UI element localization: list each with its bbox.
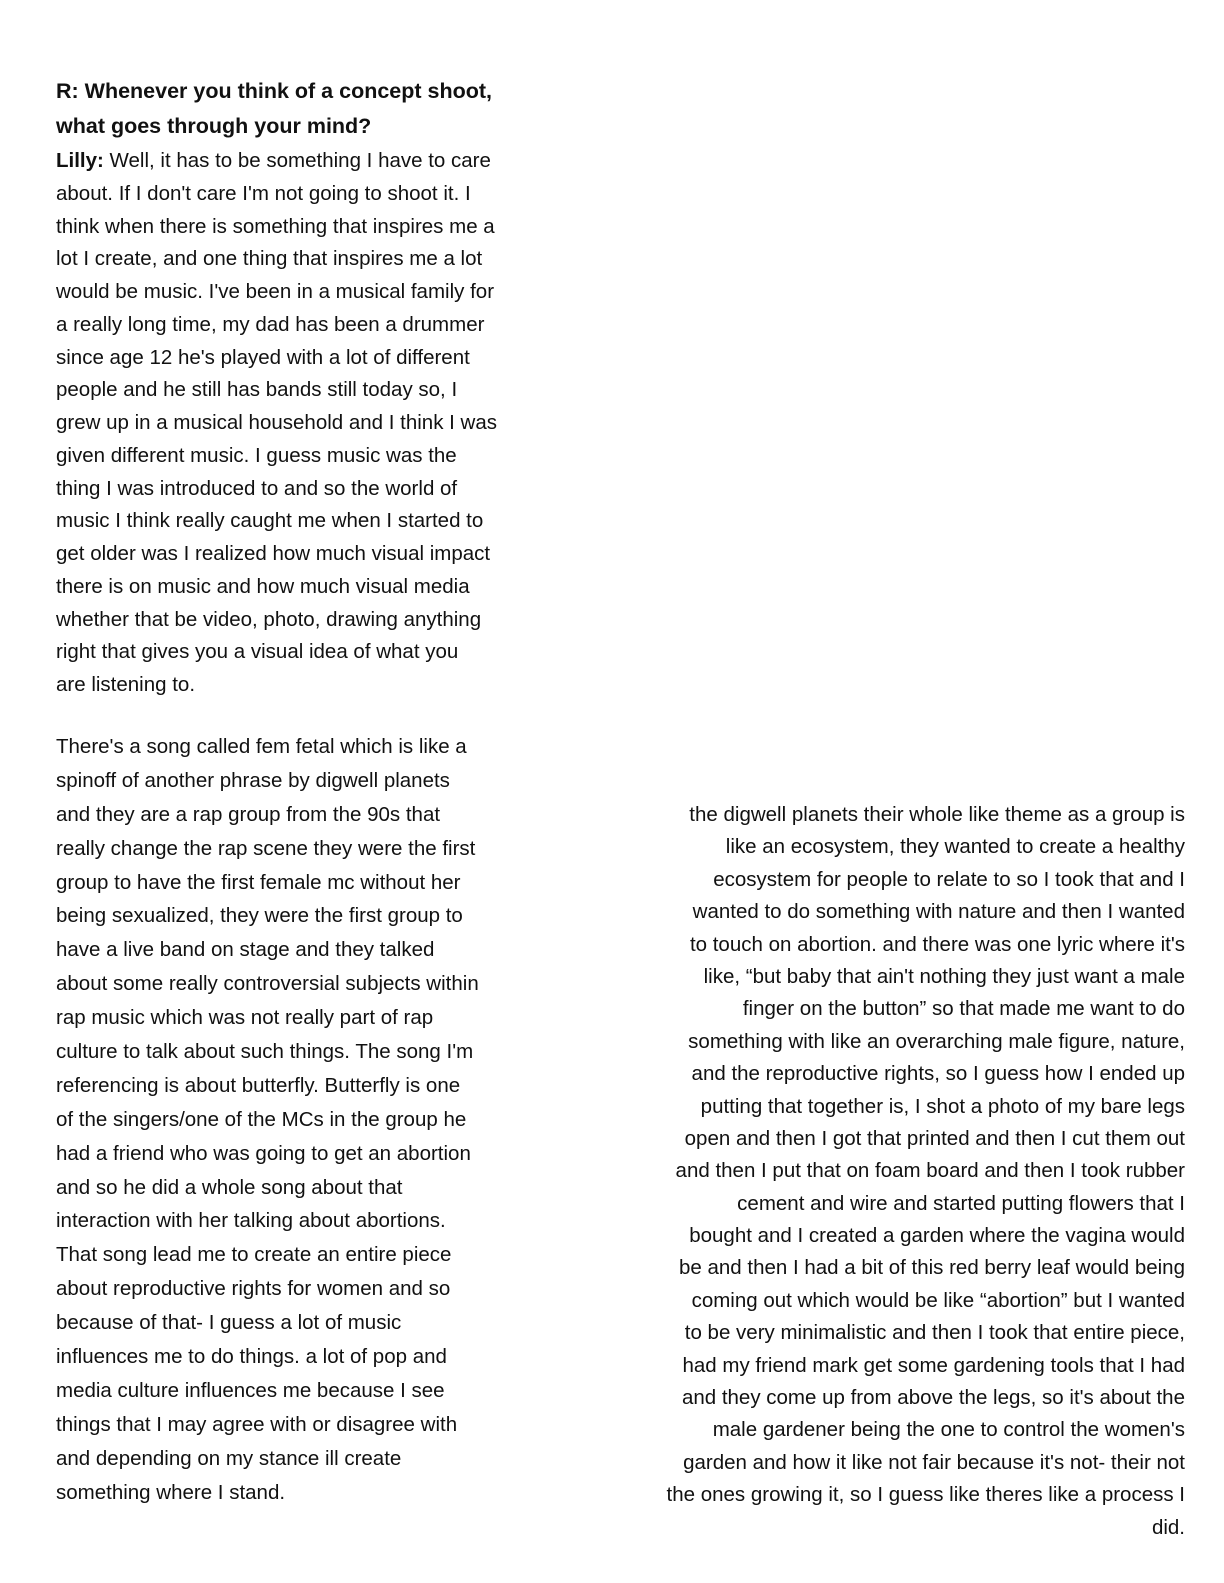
answer-paragraph-3 bbox=[667, 799, 1185, 1544]
text-line: R: Whenever you think of a concept shoot, bbox=[56, 79, 493, 103]
text-line: think when there is something that inspires me a bbox=[56, 214, 495, 238]
text-line: like, “but baby that ain't nothing they just want a male bbox=[703, 964, 1185, 988]
text-line: and they are a rap group from the 90s that bbox=[56, 802, 441, 826]
text-line: whether that be video, photo, drawing anything bbox=[56, 607, 482, 631]
text-line: like an ecosystem, they wanted to create a healthy bbox=[725, 835, 1185, 859]
text-line: about. If I don't care I'm not going to shoot it. I bbox=[56, 181, 471, 205]
text-line: lot I create, and one thing that inspires me a lot bbox=[56, 247, 483, 271]
text-line: would be music. I've been in a musical family for bbox=[56, 280, 495, 303]
answer-text: Well, it has to be something I have to care bbox=[103, 149, 491, 172]
text-line: and then I put that on foam board and then I took rubber bbox=[675, 1159, 1185, 1183]
text-line: since age 12 he's played with a lot of different bbox=[56, 345, 470, 369]
text-line: and so he did a whole song about that bbox=[56, 1175, 403, 1199]
text-line: something with like an overarching male figure, nature, bbox=[688, 1029, 1185, 1053]
text-line: wanted to do something with nature and then I wanted bbox=[692, 900, 1185, 924]
text-line: cement and wire and started putting flowers that I bbox=[737, 1191, 1185, 1215]
text-line: had a friend who was going to get an abortion bbox=[56, 1141, 471, 1165]
text-line: male gardener being the one to control the women's bbox=[712, 1418, 1185, 1442]
text-line: are listening to. bbox=[56, 673, 196, 696]
text-line: of the singers/one of the MCs in the group he bbox=[56, 1107, 467, 1131]
text-line: there is on music and how much visual media bbox=[56, 574, 470, 598]
text-line: garden and how it like not fair because it's not- their not bbox=[683, 1450, 1185, 1474]
text-line: ecosystem for people to relate to so I took that and I bbox=[713, 867, 1185, 891]
text-line: finger on the button” so that made me want to do bbox=[742, 997, 1185, 1021]
text-line: the digwell planets their whole like theme as a group is bbox=[689, 803, 1185, 826]
text-line: given different music. I guess music was the bbox=[56, 443, 457, 467]
text-line: because of that- I guess a lot of music bbox=[56, 1311, 402, 1335]
text-line: bought and I created a garden where the vagina would bbox=[689, 1224, 1185, 1248]
text-line: about some really controversial subjects within bbox=[56, 972, 479, 996]
text-line: a really long time, my dad has been a drummer bbox=[56, 312, 485, 336]
text-line: thing I was introduced to and so the world of bbox=[56, 476, 458, 500]
text-line: music I think really caught me when I started to bbox=[56, 509, 484, 533]
text-line: things that I may agree with or disagree with bbox=[56, 1412, 458, 1436]
text-line: really change the rap scene they were the first bbox=[56, 836, 476, 860]
text-line: That song lead me to create an entire piece bbox=[56, 1243, 452, 1267]
text-line: interaction with her talking about abortions. bbox=[56, 1209, 446, 1233]
text-line: get older was I realized how much visual impact bbox=[56, 542, 491, 565]
answer-paragraph-2 bbox=[56, 730, 479, 1509]
text-line: influences me to do things. a lot of pop and bbox=[56, 1345, 447, 1369]
text-line: be and then I had a bit of this red berry leaf would being bbox=[678, 1256, 1185, 1280]
text-line: being sexualized, they were the first group to bbox=[56, 904, 463, 928]
text-line: right that gives you a visual idea of what you bbox=[56, 640, 459, 664]
text-line: about reproductive rights for women and so bbox=[56, 1277, 451, 1301]
text-line: group to have the first female mc without her bbox=[56, 870, 461, 894]
text-line: open and then I got that printed and then I cut them out bbox=[684, 1126, 1185, 1150]
answer-paragraph-1 bbox=[56, 145, 497, 702]
text-line: media culture influences me because I see bbox=[56, 1378, 445, 1402]
text-line: to touch on abortion. and there was one lyric where it's bbox=[689, 932, 1185, 956]
text-line: putting that together is, I shot a photo of my bare legs bbox=[700, 1094, 1185, 1118]
text-line: coming out which would be like “abortion” but I wanted bbox=[691, 1288, 1185, 1312]
text-line: grew up in a musical household and I think I was bbox=[56, 411, 498, 434]
text-line: spinoff of another phrase by digwell planets bbox=[56, 768, 450, 792]
text-line: did. bbox=[1151, 1515, 1185, 1539]
text-line: what goes through your mind? bbox=[56, 114, 372, 138]
text-line: the ones growing it, so I guess like theres like a process I bbox=[666, 1483, 1185, 1507]
text-line: people and he still has bands still today so, I bbox=[56, 378, 458, 402]
text-line: referencing is about butterfly. Butterfly is one bbox=[56, 1073, 461, 1097]
text-line: There's a song called fem fetal which is like a bbox=[56, 735, 467, 758]
interview-question bbox=[56, 74, 492, 144]
answer-first-line bbox=[56, 145, 497, 178]
text-line: rap music which was not really part of rap bbox=[56, 1006, 434, 1030]
text-line: and they come up from above the legs, so it's about the bbox=[681, 1386, 1185, 1410]
text-line: something where I stand. bbox=[56, 1480, 286, 1504]
text-line: have a live band on stage and they talked bbox=[56, 938, 435, 962]
text-line: to be very minimalistic and then I took that entire piece, bbox=[684, 1321, 1185, 1345]
speaker-label: Lilly: bbox=[56, 149, 104, 172]
text-line: and the reproductive rights, so I guess how I ended up bbox=[691, 1062, 1185, 1086]
text-line: culture to talk about such things. The song I'm bbox=[56, 1040, 474, 1064]
text-line: had my friend mark get some gardening tools that I had bbox=[682, 1353, 1185, 1377]
text-line: and depending on my stance ill create bbox=[56, 1446, 402, 1470]
